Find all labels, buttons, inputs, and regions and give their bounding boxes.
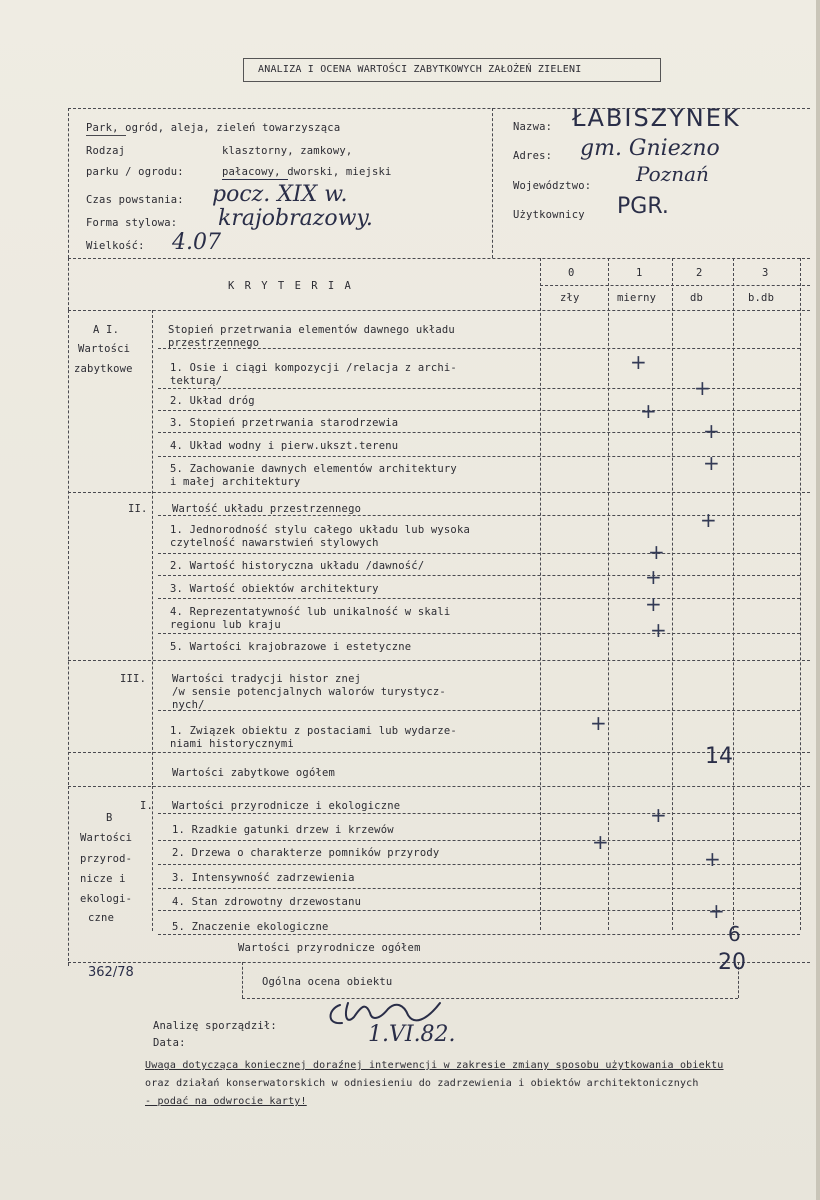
col-3-border <box>733 258 734 930</box>
section-b-label-4: ekologi- <box>80 893 133 905</box>
col-2-border <box>672 258 673 930</box>
note-underlined: Uwaga dotycząca koniecznej doraźnej interwencji w zakresie zmiany sposobu użytkowania obiektu <box>145 1060 724 1071</box>
czas-label: Czas powstania: <box>86 194 184 206</box>
a2-item-1-cont: czytelność nawarstwień stylowych <box>170 537 379 549</box>
group-2-num: II. <box>128 503 148 515</box>
score-0: 0 <box>568 267 575 279</box>
section-b-group-title: Wartości przyrodnicze i ekologiczne <box>172 800 401 812</box>
overall-value: 20 <box>718 950 746 975</box>
rating-1: mierny <box>617 292 657 304</box>
czas-value: pocz. XIX w. <box>212 182 348 207</box>
check-mark: + <box>650 803 667 827</box>
a1-item-3: 3. Stopień przetrwania starodrzewia <box>170 417 399 429</box>
check-mark: + <box>630 350 647 374</box>
a2-item-1: 1. Jednorodność stylu całego układu lub wysoka <box>170 524 470 536</box>
document-title: ANALIZA I OCENA WARTOŚCI ZABYTKOWYCH ZAŁOŻEŃ ZIELENI <box>258 64 582 75</box>
forma-value: krajobrazowy. <box>218 206 373 231</box>
info-divider <box>492 108 493 258</box>
overall-bottom-border <box>242 998 738 999</box>
row-divider <box>158 348 800 349</box>
a1-item-4: 4. Układ wodny i pierw.ukszt.terenu <box>170 440 399 452</box>
section-b-num: I. <box>140 800 154 812</box>
uzytkownicy-value: PGR. <box>617 194 669 219</box>
row-divider <box>158 710 800 711</box>
rating-0: zły <box>560 292 580 304</box>
note-line-1 <box>145 1060 724 1072</box>
group-3-num: III. <box>120 673 147 685</box>
wielkosc-label: Wielkość: <box>86 240 145 252</box>
a3-item-1: 1. Związek obiektu z postaciami lub wydarze- <box>170 725 457 737</box>
info-left-border <box>68 108 69 258</box>
section-b-code: B <box>106 812 113 824</box>
group-1-title-2: przestrzennego <box>168 337 260 349</box>
check-mark: + <box>708 899 725 923</box>
row-divider <box>158 598 800 599</box>
section-a-label-2: zabytkowe <box>74 363 133 375</box>
score-3: 3 <box>762 267 769 279</box>
adres-value: gm. Gniezno <box>580 136 720 161</box>
rating-3: b.db <box>748 292 775 304</box>
check-mark: + <box>694 376 711 400</box>
nazwa-label: Nazwa: <box>513 121 553 133</box>
row-divider <box>158 633 800 634</box>
a2-item-5: 5. Wartości krajobrazowe i estetyczne <box>170 641 412 653</box>
section-a-left-border <box>68 310 69 785</box>
a1-item-2: 2. Układ dróg <box>170 395 255 407</box>
section-b-bottom-border <box>68 962 810 963</box>
check-mark: + <box>703 419 720 443</box>
section-b-label-1: Wartości <box>80 832 133 844</box>
check-mark: + <box>645 592 662 616</box>
parku-label: parku / ogrodu: <box>86 166 184 178</box>
section-b-label-5: czne <box>88 912 115 924</box>
a1-item-5-cont: i małej architektury <box>170 476 301 488</box>
adres-value-2: Poznań <box>636 162 709 186</box>
wielkosc-value: 4.07 <box>172 230 221 255</box>
group-2-title: Wartość układu przestrzennego <box>172 503 362 515</box>
check-mark: + <box>640 399 657 423</box>
page-edge <box>816 0 820 1200</box>
forma-label: Forma stylowa: <box>86 217 178 229</box>
a2-item-4: 4. Reprezentatywność lub unikalność w skali <box>170 606 451 618</box>
nazwa-value: ŁABISZYNEK <box>572 104 741 132</box>
section-divider <box>68 786 810 787</box>
group-3-title-3: nych/ <box>172 699 205 711</box>
b-item-2: 2. Drzewa o charakterze pomników przyrody <box>172 847 440 859</box>
row-divider <box>158 813 800 814</box>
section-b-label-2: przyrod- <box>80 853 133 865</box>
a1-item-5: 5. Zachowanie dawnych elementów architektury <box>170 463 457 475</box>
a1-item-1-cont: tekturą/ <box>170 375 223 387</box>
row-divider <box>158 410 800 411</box>
parku-value: pałacowy, dworski, miejski <box>222 166 392 178</box>
palacowy-underline <box>222 179 288 180</box>
section-b-left-border <box>68 786 69 966</box>
section-b-total-label: Wartości przyrodnicze ogółem <box>238 942 421 954</box>
score-2: 2 <box>696 267 703 279</box>
prepared-label: Analizę sporządził: <box>153 1020 277 1032</box>
group-3-title-2: /w sensie potencjalnych walorów turystycz- <box>172 686 446 698</box>
row-divider <box>158 910 800 911</box>
section-a-label-1: Wartości <box>78 343 131 355</box>
kind-line: Park, ogród, aleja, zieleń towarzysząca <box>86 122 341 134</box>
group-divider <box>68 752 810 753</box>
check-mark: + <box>645 565 662 589</box>
wojewodztwo-label: Województwo: <box>513 180 592 192</box>
a2-item-4-cont: regionu lub kraju <box>170 619 281 631</box>
row-divider <box>158 888 800 889</box>
adres-label: Adres: <box>513 150 553 162</box>
rating-2: db <box>690 292 704 304</box>
col-0-border <box>540 258 541 930</box>
check-mark: + <box>650 618 667 642</box>
a1-item-1: 1. Osie i ciągi kompozycji /relacja z archi- <box>170 362 457 374</box>
section-a-total-label: Wartości zabytkowe ogółem <box>172 767 336 779</box>
section-b-total-value: 6 <box>728 922 741 946</box>
col-end-border <box>800 258 801 930</box>
park-underline <box>86 135 126 136</box>
group-divider <box>68 492 810 493</box>
section-b-label-3: nicze i <box>80 873 126 885</box>
row-divider <box>158 553 800 554</box>
a2-item-2: 2. Wartość historyczna układu /dawność/ <box>170 560 425 572</box>
criteria-bottom-border <box>68 310 810 311</box>
group-3-title: Wartości tradycji histor znej <box>172 673 362 685</box>
check-mark: + <box>704 847 721 871</box>
overall-label: Ogólna ocena obiektu <box>262 976 393 988</box>
a2-item-3: 3. Wartość obiektów architektury <box>170 583 379 595</box>
date-value: 1.VI.82. <box>368 1022 456 1047</box>
a3-item-1-cont: niami historycznymi <box>170 738 294 750</box>
criteria-title: K R Y T E R I A <box>228 280 353 292</box>
criteria-left-border <box>68 258 69 310</box>
check-mark: + <box>592 830 609 854</box>
note-line-2: oraz działań konserwatorskich w odniesieniu do zadrzewienia i obiektów architektonicznych <box>145 1078 699 1089</box>
check-mark: + <box>590 711 607 735</box>
b-item-3: 3. Intensywność zadrzewienia <box>172 872 355 884</box>
section-a-label-divider <box>152 310 153 785</box>
row-divider <box>158 934 800 935</box>
overall-left-border <box>242 962 243 998</box>
uzytkownicy-label: Użytkownicy <box>513 209 585 221</box>
section-a-total-value: 14 <box>705 744 733 769</box>
rodzaj-label: Rodzaj <box>86 145 126 157</box>
section-a-code: A I. <box>93 324 120 336</box>
note-underlined-3: - podać na odwrocie karty! <box>145 1096 307 1107</box>
row-divider <box>158 575 800 576</box>
group-1-title: Stopień przetrwania elementów dawnego układu <box>168 324 455 336</box>
row-divider <box>158 840 800 841</box>
b-item-5: 5. Znaczenie ekologiczne <box>172 921 329 933</box>
b-item-1: 1. Rzadkie gatunki drzew i krzewów <box>172 824 394 836</box>
check-mark: + <box>648 540 665 564</box>
rodzaj-value: klasztorny, zamkowy, <box>222 145 353 157</box>
check-mark: + <box>703 451 720 475</box>
score-1: 1 <box>636 267 643 279</box>
check-mark: + <box>700 508 717 532</box>
criteria-top-border <box>68 258 810 259</box>
date-label: Data: <box>153 1037 186 1049</box>
group-divider <box>68 660 810 661</box>
b-item-4: 4. Stan zdrowotny drzewostanu <box>172 896 362 908</box>
note-line-3 <box>145 1096 307 1108</box>
score-row-divider <box>540 285 810 286</box>
stamp-number: 362/78 <box>88 965 134 980</box>
